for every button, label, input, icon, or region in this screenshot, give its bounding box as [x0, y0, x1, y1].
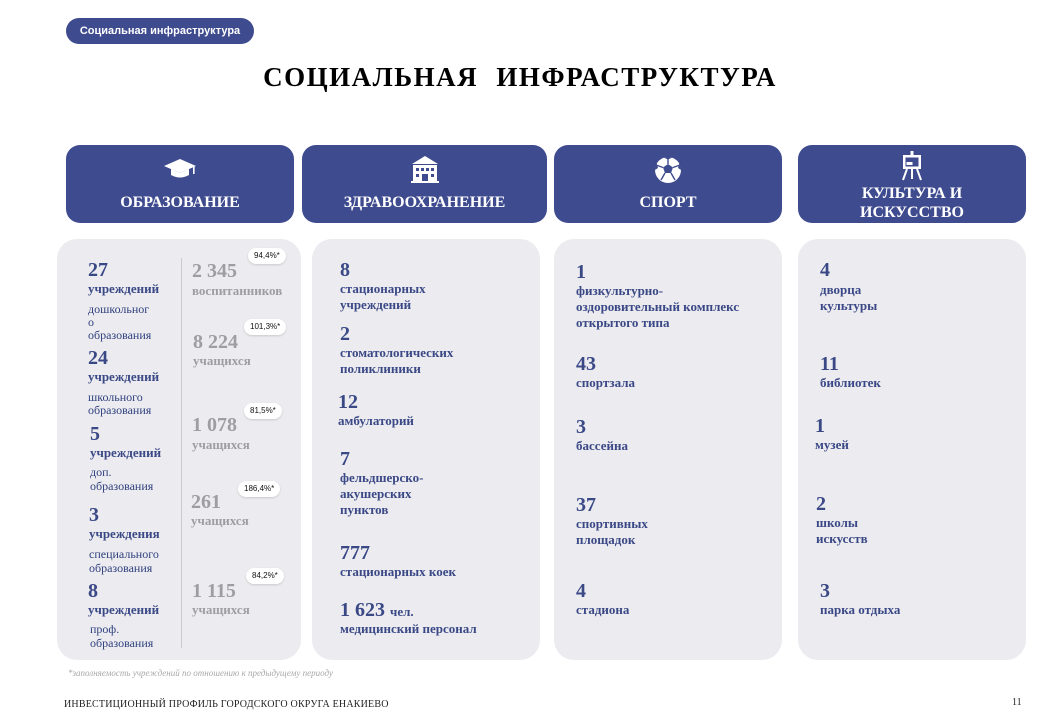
education-count-label: учащихся — [193, 353, 251, 368]
education-count-label: учащихся — [191, 513, 249, 528]
sport-num: 43 — [576, 353, 596, 375]
education-label: учреждений — [88, 602, 160, 617]
header-sport-label: СПОРТ — [639, 194, 697, 211]
culture-label: школы — [816, 515, 859, 530]
culture-num: 3 — [820, 580, 830, 602]
culture-label: музей — [815, 437, 849, 452]
sport-num: 37 — [576, 494, 596, 516]
education-sub: о — [88, 315, 94, 329]
page-title: СОЦИАЛЬНАЯ ИНФРАСТРУКТУРА — [263, 62, 777, 92]
sport-label: спортивных — [576, 516, 648, 531]
health-label: стоматологических — [340, 345, 454, 360]
soccer-ball-icon — [554, 155, 782, 185]
culture-num: 4 — [820, 259, 830, 281]
header-health — [302, 145, 547, 223]
header-education — [66, 145, 294, 223]
culture-label: дворца — [820, 282, 862, 297]
education-sub: образования — [89, 561, 153, 575]
education-divider — [181, 258, 182, 648]
education-sub: образования — [90, 636, 154, 650]
culture-num: 1 — [815, 415, 825, 437]
hospital-building-icon — [302, 155, 547, 185]
culture-label: библиотек — [820, 375, 881, 390]
education-sub: доп. — [90, 465, 112, 479]
health-label: пунктов — [340, 502, 389, 517]
culture-label: искусств — [816, 531, 868, 546]
sport-num: 1 — [576, 261, 586, 283]
health-label: стационарных — [340, 281, 426, 296]
sport-num: 4 — [576, 580, 586, 602]
health-label: поликлиники — [340, 361, 421, 376]
education-count-label: учащихся — [192, 602, 250, 617]
sport-label: физкультурно- — [576, 283, 664, 298]
education-sub: школьного — [88, 390, 143, 404]
health-label: стационарных коек — [340, 564, 456, 579]
fill-rate-badge: 84,2%* — [246, 568, 284, 584]
education-num: 8 — [88, 580, 98, 602]
culture-num: 2 — [816, 493, 826, 515]
sport-label: стадиона — [576, 602, 630, 617]
education-num: 3 — [89, 504, 99, 526]
health-label: медицинский персонал — [340, 621, 477, 636]
education-sub: образования — [88, 328, 152, 342]
header-culture-line2: ИСКУССТВО — [860, 204, 964, 221]
education-sub: проф. — [90, 622, 120, 636]
footnote: *заполняемость учреждений по отношению к предыдущему периоду — [68, 668, 333, 678]
health-label: амбулаторий — [338, 413, 414, 428]
health-num: 7 — [340, 448, 350, 470]
health-num-suffix: чел. — [390, 604, 414, 619]
header-health-label: ЗДРАВООХРАНЕНИЕ — [343, 194, 506, 211]
graduation-cap-icon — [66, 155, 294, 185]
education-count: 1 078 — [192, 414, 237, 436]
culture-num: 11 — [820, 353, 839, 375]
sport-label: бассейна — [576, 438, 628, 453]
header-sport — [554, 145, 782, 223]
education-count-label: воспитанников — [192, 283, 283, 298]
sport-label: открытого типа — [576, 315, 670, 330]
education-count: 1 115 — [192, 580, 236, 602]
education-sub: образования — [88, 403, 152, 417]
education-num: 5 — [90, 423, 100, 445]
fill-rate-badge: 101,3%* — [244, 319, 286, 335]
health-num: 777 — [340, 542, 370, 564]
education-sub: образования — [90, 479, 154, 493]
education-sub: дошкольног — [88, 302, 150, 316]
health-label: акушерских — [340, 486, 412, 501]
education-num: 24 — [88, 347, 108, 369]
education-count: 261 — [191, 491, 221, 513]
education-count: 8 224 — [193, 331, 238, 353]
header-education-label: ОБРАЗОВАНИЕ — [120, 194, 240, 211]
health-num: 2 — [340, 323, 350, 345]
education-label: учреждений — [90, 445, 162, 460]
footer-text: ИНВЕСТИЦИОННЫЙ ПРОФИЛЬ ГОРОДСКОГО ОКРУГА ЕНАКИЕВО — [64, 699, 389, 710]
fill-rate-badge: 186,4%* — [238, 481, 280, 497]
education-label: учреждений — [88, 281, 160, 296]
health-num: 12 — [338, 391, 358, 413]
header-culture-line1: КУЛЬТУРА И — [861, 185, 963, 202]
page-number: 11 — [1012, 697, 1022, 708]
sport-label: оздоровительный комплекс — [576, 299, 740, 314]
education-label: учреждений — [88, 369, 160, 384]
health-label: фельдшерско- — [340, 470, 424, 485]
education-label: учреждения — [89, 526, 160, 541]
fill-rate-badge: 81,5%* — [244, 403, 282, 419]
sport-label: спортзала — [576, 375, 635, 390]
culture-label: культуры — [820, 298, 878, 313]
health-label: учреждений — [340, 297, 412, 312]
fill-rate-badge: 94,4%* — [248, 248, 286, 264]
education-sub: специального — [89, 547, 159, 561]
culture-label: парка отдыха — [820, 602, 901, 617]
header-culture-label — [798, 184, 1026, 222]
health-num: 8 — [340, 259, 350, 281]
education-count: 2 345 — [192, 260, 237, 282]
health-num-value: 1 623 — [340, 599, 385, 621]
header-culture — [798, 145, 1026, 223]
sport-label: площадок — [576, 532, 636, 547]
education-num: 27 — [88, 259, 108, 281]
section-pill: Социальная инфраструктура — [66, 18, 254, 44]
education-count-label: учащихся — [192, 437, 250, 452]
easel-icon — [798, 151, 1026, 181]
sport-num: 3 — [576, 416, 586, 438]
health-num — [340, 599, 414, 623]
